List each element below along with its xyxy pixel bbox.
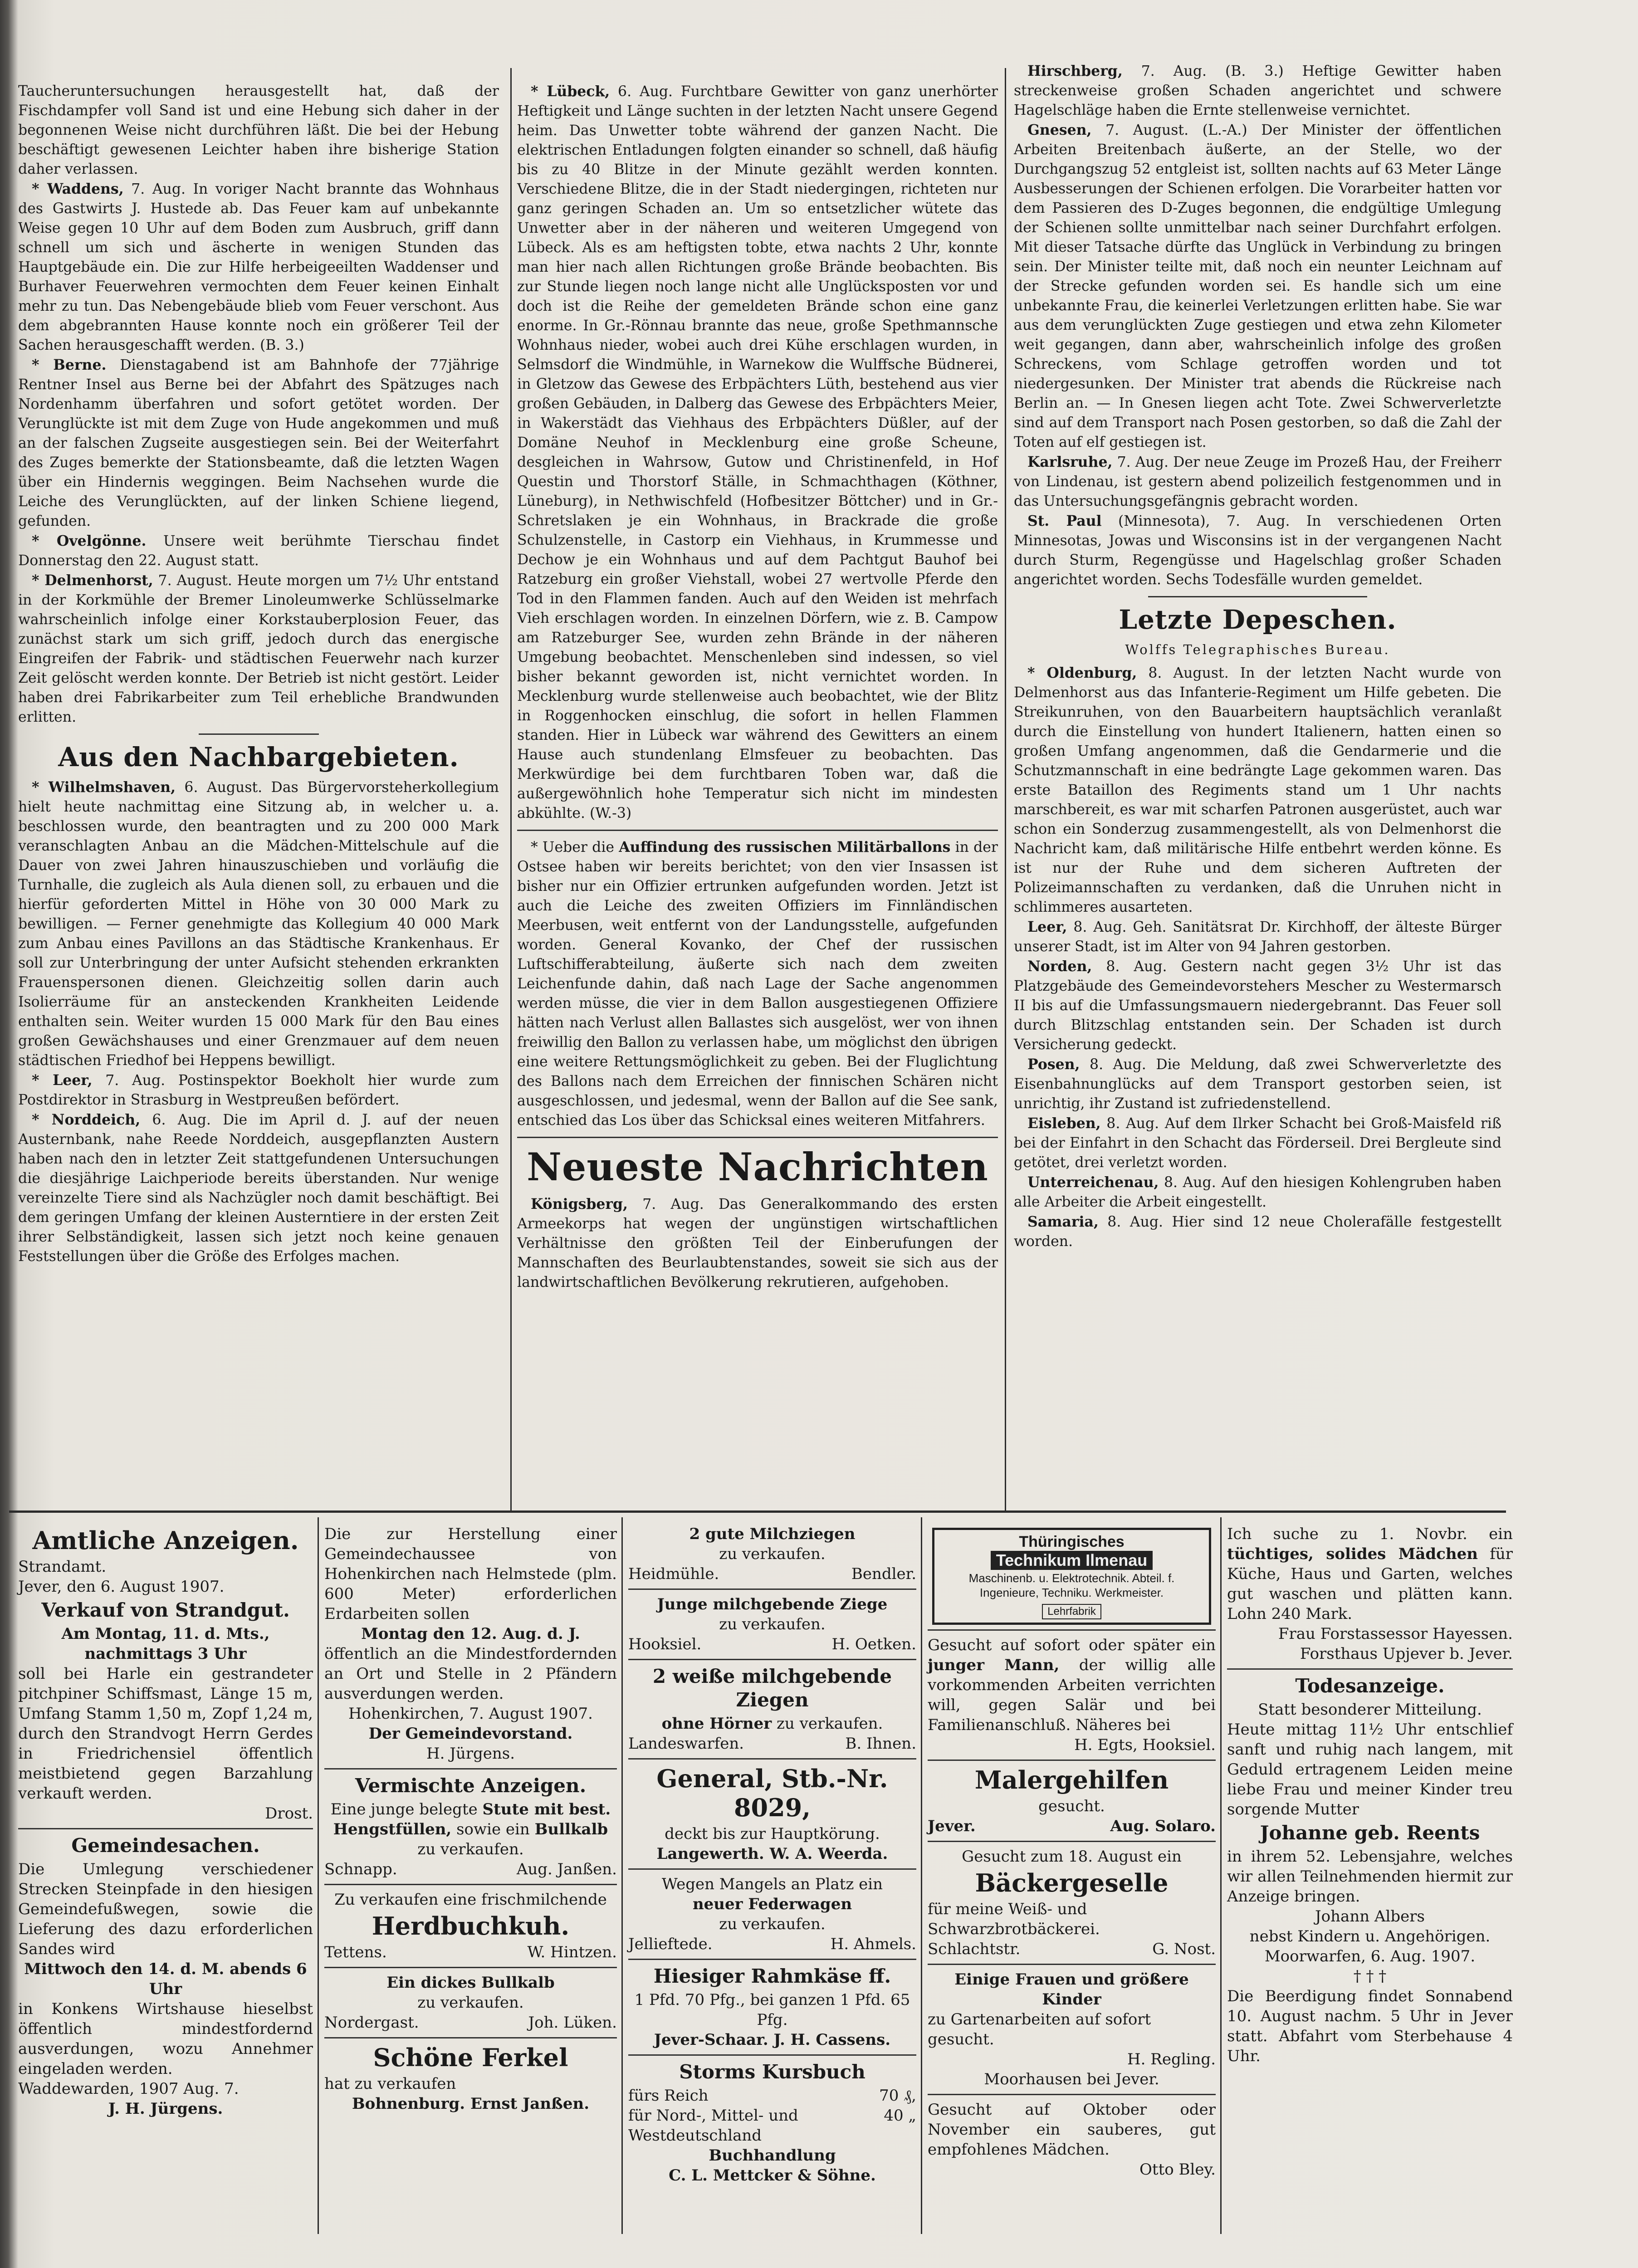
section-heading: Letzte Depeschen. — [1119, 604, 1397, 635]
ad-signature: C. L. Mettcker & Söhne. — [669, 2166, 876, 2185]
ad-bold: Bullkalb — [534, 1820, 608, 1838]
ad-divider — [18, 1828, 313, 1829]
ad-place: Landeswarfen. — [628, 1735, 744, 1753]
article-text: 7. Aug. Postinspektor Boekholt hier wurde zum Postdirektor in Strasburg in Westpreußen befördert. — [18, 1072, 499, 1108]
article — [18, 1070, 499, 1110]
ad-text: Heute mittag 11½ Uhr entschlief sanft und ruhig nach langem, mit Geduld ertragenem Leiden meine liebe Frau und meiner Kinder treu sorgende Mutter — [1227, 1721, 1513, 1818]
ad-signature: H. Regling. — [1127, 2050, 1216, 2068]
article — [18, 355, 499, 531]
ad-headline: Herdbuchkuh. — [372, 1911, 570, 1941]
ad-text: für meine Weiß- und Schwarzbrotbäckerei. — [928, 1900, 1100, 1938]
ad-text: Ich suche zu 1. Novbr. ein — [1227, 1525, 1513, 1543]
ad-place: Schnapp. — [324, 1860, 397, 1878]
ad-signature: Bohnenburg. Ernst Janßen. — [352, 2095, 590, 2113]
ad-divider — [928, 1841, 1216, 1842]
article-text: 6. Aug. Furchtbare Gewitter von ganz unerhörter Heftigkeit und Länge suchten in der letzten Nacht unsere Gegend heim. Das Unwetter tobte während der ganzen Nacht. Die elektrischen Entladungen folgten einander so schnell, daß häufig bis zu 40 Blitze in der Minute gezählt werden konnten. Verschiedene Blitze, die in der Stadt niedergingen, richteten nur ganz geringen Schaden an. Um so entsetzlicher wütete das Unwetter aber in der näheren und weiteren Umgegend von Lübeck. Als es am heftigsten tobte, etwa nachts 2 Uhr, konnte man hier nach allen Richtungen große Brände beobachten. Bis zur Stunde liegen noch lange nicht alle Unglücksposten vor und doch ist die Reihe der gemeldeten Brände schon eine ganz enorme. In Gr.-Rönnau brannte das neue, große Spethmannsche Wohnhaus nieder, wobei auch drei Kühe erschlagen wurden, in Selmsdorf die Windmühle, in Warnekow die Wulffsche Büdnerei, in Gletzow das Gewese des Erbpächters Lüth, bestehend aus vier großen Gebäuden, in Dalberg das Gewese des Erbpächters Meier, in Wakerstädt das Viehhaus des Erbpächters Düßler, auf der Domäne Neuhof in Mecklenburg eine große Scheune, desgleichen in Wahrsow, Gutow und Christinenfeld, in Hof Questin und Thorstorf Ställe, in Schmachthagen (Köthner, Lüneburg), in Nethwischfeld (Hofbesitzer Böttcher) und in Gr.-Schretslaken je ein Wohnhaus, in Brackrade die große Schulzenstelle, in Castorp ein Viehhaus, in Krummesse und Dechow je ein Wohnhaus und auf dem Pachtgut Bauhof bei Ratzeburg ein großer Viehstall, wobei 27 wertvolle Pferde den Tod in den Flammen fanden. Auch auf den Weiden ist mehrfach Vieh erschlagen worden. In einzelnen Dörfern, wie z. B. Campow am Ratzeburger See, wurden zehn Brände in der näheren Umgebung beobachtet. Menschenleben sind indessen, so viel bisher bekannt geworden ist, nicht vernichtet worden. In Mecklenburg wurde stellenweise auch beobachtet, wie der Blitz in Roggenhocken einschlug, die sofort in hellen Flammen standen. Hier in Lübeck war während des Gewitters an einem Hause auch stundenlang Elmsfeuer zu beobachten. Das Merkwürdige bei dem furchtbaren Toben war, daß die außergewöhnlich hohe Temperatur sich nicht im mindesten abkühlte. (W.-3) — [517, 83, 998, 821]
ad-bold: Am Montag, 11. d. Mts., nachmittags 3 Uhr — [61, 1625, 270, 1663]
article — [1014, 1212, 1501, 1251]
ad-place: Tettens. — [324, 1943, 387, 1961]
ad-headline: Storms Kursbuch — [679, 2061, 865, 2083]
article-dateline: * Oldenburg, — [1027, 665, 1137, 681]
article-dateline: Gnesen, — [1027, 122, 1092, 138]
ad-place: Hooksiel. — [628, 1635, 702, 1653]
ad-headline: Hiesiger Rahmkäse ff. — [653, 1965, 891, 1987]
ad-headline: Verkauf von Strandgut. — [41, 1599, 290, 1621]
article-text: 7. August. Heute morgen um 7½ Uhr entstand in der Korkmühle der Bremer Linoleumwerke Schlüsselmarke wahrscheinlich infolge einer Korkstauberplosion Feuer, das zunächst stark um sich griff, jedoch durch das energische Eingreifen der Fabrik- und städtischen Feuerwehr nach kurzer Zeit gelöscht werden konnte. Der Betrieb ist nicht gestört. Leider haben drei Fabrikarbeiter zum Teil erhebliche Brandwunden erlitten. — [18, 572, 499, 725]
ad-place: Moorwarfen, 6. Aug. 1907. — [1264, 1947, 1476, 1965]
ad-divider — [928, 1964, 1216, 1965]
article-text: Dienstagabend ist am Bahnhofe der 77jährige Rentner Insel aus Berne bei der Abfahrt des Spätzuges nach Nordenhamm überfahren und sofort getötet worden. Der Verunglückte ist mit dem Zuge von Hude angekommen und muß an der falschen Zugseite ausgestiegen sein. Bei der Weiterfahrt des Zuges bemerkte der Stationsbeamte, daß die letzten Wagen über ein Hindernis weggingen. Beim Nachsehen wurde die Leiche des Verunglückten, auf der linken Schiene liegend, gefunden. — [18, 357, 499, 529]
ad-text — [324, 1799, 617, 1859]
ad-signature: Buchhandlung — [709, 2146, 836, 2165]
column-rule — [510, 68, 512, 1510]
ad-divider — [928, 1629, 1216, 1631]
ad-text: fürs Reich — [628, 2087, 709, 2105]
article-text: 6. August. Das Bürgervorsteherkollegium hielt heute nachmittag eine Sitzung ab, in welcher u. a. beschlossen wurde, den beantragten und zu 200 000 Mark veranschlagten Anbau an die Mädchen-Mittelschule auf die Dauer von zwei Jahren hinauszuschieben und vorläufig die Turnhalle, die zugleich als Aula dienen soll, zu erbauen und die hierfür geforderten Mittel in Höhe von 30 000 Mark zu bewilligen. — Ferner genehmigte das Kollegium 40 000 Mark zum Anbau eines Pavillons an das Städtische Krankenhaus. Er soll zur Unterbringung der unter Aufsicht stehenden erkrankten Frauenspersonen dienen. Gleichzeitig sollen darin auch Isolierräume für an ansteckenden Krankheiten Leidende enthalten sein. Weiter wurden 15 000 Mark für den Bau eines großen Gewächshauses und einer Grenzmauer auf dem neuen städtischen Friedhof bei Heppens bewilligt. — [18, 779, 499, 1069]
ads-column-d — [928, 1524, 1216, 2180]
ad-signature: Der Gemeindevorstand. — [368, 1725, 573, 1743]
ad-signature: Forsthaus Upjever b. Jever. — [1300, 1645, 1513, 1663]
ad-text — [928, 1635, 1216, 1735]
separator — [199, 733, 319, 735]
ad-text: soll bei Harle ein gestrandeter pitchpiner Schiffsmast, Länge 15 m, Umfang Stamm 1,50 m, Zopf 1,24 m, durch den Strandvogt Herrn Gerdes in Friedrichensiel öffentlich meistbietend gegen Barzahlung verkauft werden. — [18, 1665, 313, 1803]
ad-signature: Aug. Solaro. — [1110, 1817, 1216, 1835]
ad-divider — [324, 1884, 617, 1885]
ad-text: zu verkaufen. — [777, 1715, 883, 1733]
section-heading: Aus den Nachbargebieten. — [58, 742, 459, 772]
article-dateline: * Norddeich, — [32, 1111, 141, 1128]
column-rule — [1005, 68, 1006, 1510]
ad-headline: General, Stb.-Nr. 8029, — [656, 1764, 888, 1822]
article-dateline: St. Paul — [1027, 513, 1102, 529]
ad-date: Hohenkirchen, 7. August 1907. — [348, 1705, 593, 1723]
article — [18, 571, 499, 727]
ad-text: zu verkaufen. — [719, 1545, 826, 1563]
ad-divider — [324, 2037, 617, 2038]
ad-signature-row — [928, 1816, 1216, 1836]
article — [18, 179, 499, 355]
ad-place: Jever. — [928, 1817, 976, 1835]
article-dateline: * Waddens, — [32, 181, 124, 197]
ad-bold: Stute mit best. Hengstfüllen, — [333, 1800, 611, 1838]
ad-headline: Bäckergeselle — [975, 1868, 1169, 1897]
ad-price-row — [628, 2086, 916, 2106]
article-text: 7. Aug. (B. 3.) Heftige Gewitter haben streckenweise großen Schaden angerichtet und schwere Hagelschläge haben die Ernte stellenweise vernichtet. — [1014, 63, 1501, 118]
article — [517, 1194, 998, 1292]
column-2 — [517, 82, 998, 1292]
ad-text: zu verkaufen. — [417, 1840, 524, 1858]
ad-section-title: Amtliche Anzeigen. — [32, 1526, 299, 1555]
ad-signature: nebst Kindern u. Angehörigen. — [1249, 1927, 1491, 1945]
ad-divider — [628, 1868, 916, 1870]
ad-divider — [928, 2094, 1216, 2095]
article-dateline: Königsberg, — [531, 1196, 628, 1212]
ad-text: Wegen Mangels an Platz ein — [661, 1875, 883, 1893]
article-text: 7. Aug. Der neue Zeuge im Prozeß Hau, der Freiherr von Lindenau, ist gestern abend polizeilich festgenommen und in das Untersuchungsgefängnis gebracht worden. — [1014, 454, 1501, 509]
ad-text: Thüringisches — [1019, 1533, 1125, 1550]
section-subheading: Wolffs Telegraphisches Bureau. — [1125, 642, 1390, 657]
ad-place: Nordergast. — [324, 2014, 419, 2032]
ad-signature-row — [324, 1859, 617, 1879]
ad-signature: Frau Forstassessor Hayessen. — [1278, 1625, 1513, 1643]
article — [18, 777, 499, 1070]
article-dateline: Hirschberg, — [1027, 63, 1123, 79]
ad-text: Jever, den 6. August 1907. — [18, 1578, 225, 1596]
ad-price: 70 ₰, — [879, 2087, 916, 2105]
ad-signature: Otto Bley. — [1139, 2160, 1216, 2179]
article — [517, 837, 998, 1130]
ad-text: zu verkaufen. — [417, 1994, 524, 2012]
article — [1014, 61, 1501, 120]
ad-text: zu verkaufen. — [719, 1615, 826, 1633]
ad-headline: Johanne geb. Reents — [1260, 1822, 1480, 1844]
ad-text: gesucht. — [1038, 1797, 1105, 1815]
ad-signature: Aug. Janßen. — [516, 1860, 617, 1878]
ad-divider — [324, 1768, 617, 1769]
ad-divider — [324, 1967, 617, 1968]
article-text: 7. Aug. Das Generalkommando des ersten Armeekorps hat wegen der ungünstigen wirtschaftlichen Verhältnisse den größten Teil der Einberufungen der Mannschaften des Beurlaubtenstandes, soweit sie sich aus der landwirtschaftlichen Bevölkerung rekrutieren, aufgehoben. — [517, 1196, 998, 1290]
ad-signature: Johann Albers — [1315, 1907, 1425, 1926]
ads-column-b — [324, 1524, 617, 2114]
ad-text: Die Umlegung verschiedener Strecken Steinpfade in den hiesigen Gemeindefußwegen, sowie die Lieferung des dazu erforderlichen Sandes wird — [18, 1860, 313, 1958]
ad-text: zu verkaufen. — [719, 1915, 826, 1933]
ad-bold: neuer Federwagen — [692, 1895, 852, 1913]
ad-text: Maschinenb. u. Elektrotechnik. Abteil. f. Ingenieure, Techniku. Werkmeister. — [968, 1571, 1175, 1599]
column-1 — [18, 82, 499, 1266]
section-heading: Neueste Nachrichten — [527, 1144, 988, 1189]
ad-signature-row — [628, 1934, 916, 1954]
ad-text: hat zu verkaufen — [324, 2075, 456, 2093]
ads-column-a — [18, 1524, 313, 2119]
ad-signature: W. Hintzen. — [527, 1943, 617, 1961]
technikum-ad-box — [932, 1528, 1211, 1625]
article-dateline: * Ovelgönne. — [32, 533, 147, 549]
ad-divider — [628, 1659, 916, 1660]
ad-bold: ohne Hörner — [661, 1715, 772, 1733]
ad-place: Moorhausen bei Jever. — [984, 2070, 1159, 2088]
ad-text: Statt besonderer Mitteilung. — [1258, 1701, 1482, 1719]
ad-place: Schlachtstr. — [928, 1940, 1021, 1958]
article — [1014, 1055, 1501, 1114]
article-text: 8. Aug. Auf dem Ilrker Schacht bei Groß-Maisfeld riß bei der Einfahrt in den Schacht das Förderseil. Drei Bergleute sind getötet, drei verletzt worden. — [1014, 1115, 1501, 1171]
ad-text: Gesucht zum 18. August ein — [962, 1848, 1182, 1866]
article — [517, 82, 998, 823]
ad-text: deckt bis zur Hauptkörung. — [665, 1825, 880, 1843]
ad-headline: Junge milchgebende Ziege — [657, 1595, 888, 1613]
article-dateline: * Delmenhorst, — [32, 572, 153, 589]
ad-section-title: Todesanzeige. — [1295, 1675, 1445, 1697]
article — [18, 531, 499, 571]
ad-signature: Bendler. — [851, 1565, 916, 1583]
article — [18, 1110, 499, 1266]
article-dateline: Karlsruhe, — [1027, 454, 1113, 470]
ad-signature: Drost. — [265, 1804, 313, 1823]
ad-headline: 2 weiße milchgebende Ziegen — [652, 1665, 892, 1711]
ad-section-title: Vermischte Anzeigen. — [355, 1774, 587, 1797]
ad-signature-row — [324, 2013, 617, 2033]
ad-rule — [1220, 1517, 1222, 2234]
ad-text: Zu verkaufen eine frischmilchende — [334, 1891, 607, 1909]
ad-signature-row — [628, 1634, 916, 1654]
ad-divider — [628, 2054, 916, 2056]
ad-text: zu Gartenarbeiten auf sofort gesucht. — [928, 2010, 1151, 2048]
ad-bold: tüchtiges, solides Mädchen — [1227, 1545, 1478, 1563]
ad-headline: Schöne Ferkel — [373, 2043, 568, 2072]
ad-headline: Einige Frauen und größere Kinder — [954, 1970, 1189, 2009]
article-text: 7. August. (L.-A.) Der Minister der öffentlichen Arbeiten Breitenbach äußerte, an der Stelle, wo der Durchgangszug 52 entgleist ist, sollten nachts auf 63 Meter Länge Ausbesserungen der Schienen erfolgen. Die Vorarbeiter hatten vor dem Passieren des D-Zuges begonnen, die endgültige Umlegung der Schienen sollte unmittelbar nach seiner Durchfahrt erfolgen. Mit dieser Tatsache dürfte das Unglück in Verbindung zu bringen sein. Der Minister teilte mit, daß noch ein neunter Leichnam auf der Strecke gefunden worden sei. Es handle sich um eine unbekannte Frau, die keinerlei Verletzungen erlitten habe. Sie war aus dem verunglückten Zuge gestiegen und etwa zehn Kilometer weit gegangen, dann aber, wahrscheinlich infolge des großen Schreckens, vom Schlage getroffen worden und tot niedergesunken. Der Minister trat abends die Rückreise nach Berlin an. — In Gnesen liegen acht Tote. Zwei Schwerverletzte sind auf dem Transport nach Posen gestorben, so daß die Zahl der Toten auf elf gestiegen ist. — [1014, 122, 1501, 450]
ad-signature: J. H. Jürgens. — [108, 2100, 223, 2118]
ad-divider — [628, 1589, 916, 1590]
ad-rule — [921, 1517, 922, 2234]
article-text: in der Ostsee haben wir bereits berichtet; von den vier Insassen ist bisher nur ein Offizier ertrunken aufgefunden worden. Jetzt ist auch die Leiche des zweiten Offiziers im Finnländischen Meerbusen, weit entfernt von der Landungsstelle, aufgefunden worden. General Kovanko, der Chef der russischen Luftschifferabteilung, äußerte sich nach dem zweiten Leichenfunde dahin, daß nach Lage der Sache angenommen werden müsse, die vier in dem Ballon ausgestiegenen Offiziere hätten nach Verlust allen Ballastes sich ausgelöst, wer von ihnen freiwillig den Ballon zu verlassen habe, um möglichst den übrigen eine weitere Rettungsmöglichkeit zu geben. Bei der Fluglichtung des Ballons nach dem Erreichen der finnischen Schären nicht ausgeschlossen, und jedesmal, wenn der Ballon auf die See sank, entschied das Los über das Schicksal eines weiteren Mitfahrers. — [517, 839, 998, 1129]
ad-text: Die zur Herstellung einer Gemeindechaussee von Hohenkirchen nach Helmstede (plm. 600 Meter) erforderlichen Erdarbeiten sollen — [324, 1525, 617, 1623]
ad-rule — [318, 1517, 319, 2234]
separator — [517, 830, 998, 831]
article — [1014, 1173, 1501, 1212]
article-text: 8. Aug. Gestern nacht gegen 3½ Uhr ist das Platzgebäude des Gemeindevorstehers Mescher zu Westermarsch II bis auf die Umfassungsmauern niedergebrannt. Das Feuer soll durch Blitzschlag entstanden sein. Der Schaden ist durch Versicherung gedeckt. — [1014, 958, 1501, 1053]
ad-divider — [628, 1758, 916, 1760]
ad-signature: H. Oetken. — [831, 1635, 916, 1653]
ad-place: Jellieftede. — [628, 1935, 713, 1953]
ad-signature: Langewerth. W. A. Weerda. — [656, 1845, 888, 1863]
article-text: (Minnesota), 7. Aug. In verschiedenen Orten Minnesotas, Jowas und Wisconsins ist in der vergangenen Nacht durch Sturm, Regengüsse und Hagelschlag großer Schaden angerichtet worden. Sechs Todesfälle wurden gemeldet. — [1014, 513, 1502, 588]
ad-signature-row — [628, 1734, 916, 1754]
article-dateline: * Wilhelmshaven, — [32, 779, 176, 796]
ad-price: 40 „ — [884, 2107, 916, 2125]
ad-headline: Ein dickes Bullkalb — [386, 1974, 555, 1992]
article-dateline: Norden, — [1027, 958, 1092, 975]
ad-text — [1227, 1524, 1513, 1624]
article-dateline: * Berne. — [32, 357, 107, 373]
ad-signature: Joh. Lüken. — [528, 2014, 617, 2032]
article — [1014, 1114, 1501, 1173]
ad-divider — [928, 1760, 1216, 1761]
ad-text: Eine junge belegte — [330, 1800, 478, 1818]
article-text: 8. Aug. Die Meldung, daß zwei Schwerverletzte des Eisenbahnunglücks auf dem Transport gestorben seien, ist unrichtig, ihr Zustand ist zufriedenstellend. — [1014, 1056, 1501, 1112]
article-text: * Ueber die — [531, 839, 619, 855]
article — [1014, 120, 1501, 452]
article-dateline: Samaria, — [1027, 1213, 1099, 1230]
ad-signature: H. Ahmels. — [830, 1935, 916, 1953]
ad-text: in Konkens Wirtshause hieselbst öffentlich mindestfordernd ausverdungen, wozu Annehmer eingeladen werden. — [18, 2000, 313, 2078]
ad-text: Strandamt. — [18, 1558, 107, 1576]
ad-signature-row — [928, 1939, 1216, 1959]
separator — [517, 1137, 998, 1138]
ad-text: für Nord-, Mittel- und Westdeutschland — [628, 2107, 798, 2145]
ad-signature: B. Ihnen. — [845, 1735, 916, 1753]
article-text: 6. Aug. Die im April d. J. auf der neuen Austernbank, nahe Reede Norddeich, ausgepflanzten Austern haben nach den in letzter Zeit stattgefundenen Untersuchungen die diesjährige Laichperiode bereits überstanden. Nur wenige vereinzelte Tiere sind als Nachzügler noch damit beschäftigt. Bei dem geringen Umfang der kleinen Austerntiere in der ersten Zeit ihrer Selbständigkeit, lassen sich jetzt noch keine genauen Feststellungen über die Größe des Erfolges machen. — [18, 1112, 499, 1265]
ad-text: Gesucht auf sofort oder später ein — [928, 1636, 1216, 1654]
ad-text: für Küche, Haus und Garten, welches gut waschen und plätten kann. Lohn 240 Mark. — [1227, 1545, 1513, 1623]
ad-text — [628, 1714, 916, 1734]
ad-bold: junger Mann, — [928, 1656, 1060, 1674]
ad-signature: Jever-Schaar. J. H. Cassens. — [654, 2031, 891, 2049]
ad-section-title: Gemeindesachen. — [71, 1834, 260, 1857]
ad-bold: Montag den 12. Aug. d. J. — [361, 1625, 580, 1643]
article-text: 8. August. In der letzten Nacht wurde von Delmenhorst aus das Infanterie-Regiment um Hilfe gebeten. Die Streikunruhen, von den Bauarbeitern hauptsächlich veranlaßt durch die Einstellung von hundert Italienern, hatten einen so großen Umfang angenommen, daß die Gendarmerie und die Schutzmannschaft in eine bedrängte Lage gekommen waren. Das erste Bataillon des Regiments stand um 1 Uhr nachts marschbereit, es war mit scharfen Patronen ausgerüstet, auch war schon ein Sonderzug zusammengestellt, als von Delmenhorst die Nachricht kam, daß militärische Hilfe entbehrt werden könne. Es ist nur der Ruhe und dem sicheren Auftreten der Polizeimannschaften zu verdanken, daß die Unruhen nicht in schlimmeres ausarteten. — [1014, 665, 1501, 915]
column-3 — [1014, 61, 1501, 1251]
ad-divider — [628, 1959, 916, 1960]
ads-column-c — [628, 1524, 916, 2185]
article — [1014, 452, 1501, 511]
ad-text: in ihrem 52. Lebensjahre, welches wir allen Teilnehmenden hiermit zur Anzeige bringen. — [1227, 1848, 1513, 1906]
ad-text: Lehrfabrik — [1042, 1604, 1101, 1619]
article — [1014, 917, 1501, 957]
article-text: 8. Aug. Auf den hiesigen Kohlengruben haben alle Arbeiter die Arbeit eingestellt. — [1014, 1174, 1501, 1210]
article-dateline: Leer, — [1027, 919, 1067, 935]
article-text: Unsere weit berühmte Tierschau findet Donnerstag den 22. August statt. — [18, 533, 499, 569]
ad-signature: H. Jürgens. — [426, 1745, 515, 1763]
ad-text: der willig alle vorkommenden Arbeiten verrichten will, gegen Salär und bei Familienanschluß. Näheres bei — [928, 1656, 1216, 1734]
ad-place: Heidmühle. — [628, 1565, 719, 1583]
article — [1014, 511, 1501, 590]
article-text: Taucheruntersuchungen herausgestellt hat, daß der Fischdampfer voll Sand ist und eine Hebung sich daher in der begonnenen Weise nicht durchführen läßt. Die bei der Hebung beschäftigt gewesenen Leichter haben ihre bisherige Station daher verlassen. — [18, 83, 499, 177]
cross-icons: † † † — [1353, 1967, 1387, 1985]
ad-signature-row — [324, 1942, 617, 1962]
ad-price-row — [628, 2106, 916, 2146]
ad-text: 1 Pfd. 70 Pfg., bei ganzen 1 Pfd. 65 Pfg. — [634, 1991, 910, 2029]
ad-signature: H. Egts, Hooksiel. — [1074, 1736, 1216, 1754]
ad-text: öffentlich an die Mindestfordernden an Ort und Stelle in 2 Pfändern ausverdungen werden. — [324, 1645, 617, 1703]
ad-rule — [621, 1517, 623, 2234]
ad-date: Waddewarden, 1907 Aug. 7. — [18, 2080, 239, 2098]
article-text: 7. Aug. In voriger Nacht brannte das Wohnhaus des Gastwirts J. Hustede ab. Das Feuer kam auf unbekannte Weise gegen 10 Uhr auf dem Boden zum Ausbruch, griff dann schnell um sich und äscherte in wenigen Stunden das Hauptgebäude ein. Die zur Hilfe herbeigeeilten Waddenser und Burhaver Feuerwehren vermochten dem Feuer keinen Einhalt mehr zu tun. Das Nebengebäude blieb vom Feuer verschont. Aus dem abgebrannten Hause konnte noch ein größerer Teil der Sachen herausgeschafft werden. (B. 3.) — [18, 181, 499, 353]
ad-headline: 2 gute Milchziegen — [689, 1525, 856, 1543]
article-dateline: * Lübeck, — [531, 83, 610, 100]
ad-text: Die Beerdigung findet Sonnabend 10. August nachm. 5 Uhr in Jever statt. Abfahrt vom Sterbehause 4 Uhr. — [1227, 1987, 1513, 2065]
article-dateline: Eisleben, — [1027, 1115, 1101, 1132]
article-dateline: Auffindung des russischen Militärballons — [619, 839, 951, 855]
ad-bold: Mittwoch den 14. d. M. abends 6 Uhr — [24, 1960, 307, 1998]
article-dateline: Posen, — [1027, 1056, 1080, 1073]
ad-signature: G. Nost. — [1152, 1940, 1216, 1958]
separator — [1148, 596, 1368, 597]
ad-text: Gesucht auf Oktober oder November ein sauberes, gut empfohlenes Mädchen. — [928, 2101, 1216, 2159]
ad-text: sowie ein — [456, 1820, 530, 1838]
article — [1014, 663, 1501, 917]
ad-signature-row — [628, 1564, 916, 1584]
ad-headline: Malergehilfen — [974, 1765, 1169, 1794]
ad-headline: Technikum Ilmenau — [991, 1551, 1153, 1570]
article-text: 8. Aug. Hier sind 12 neue Cholerafälle festgestellt worden. — [1014, 1214, 1501, 1250]
section-rule — [9, 1510, 1506, 1513]
ads-column-e — [1227, 1524, 1513, 2066]
article — [1014, 957, 1501, 1055]
article-dateline: * Leer, — [32, 1072, 93, 1089]
ad-divider — [1227, 1668, 1513, 1670]
article-text: 8. Aug. Geh. Sanitätsrat Dr. Kirchhoff, der älteste Bürger unserer Stadt, ist im Alter von 94 Jahren gestorben. — [1014, 919, 1501, 955]
article-dateline: Unterreichenau, — [1027, 1174, 1159, 1191]
